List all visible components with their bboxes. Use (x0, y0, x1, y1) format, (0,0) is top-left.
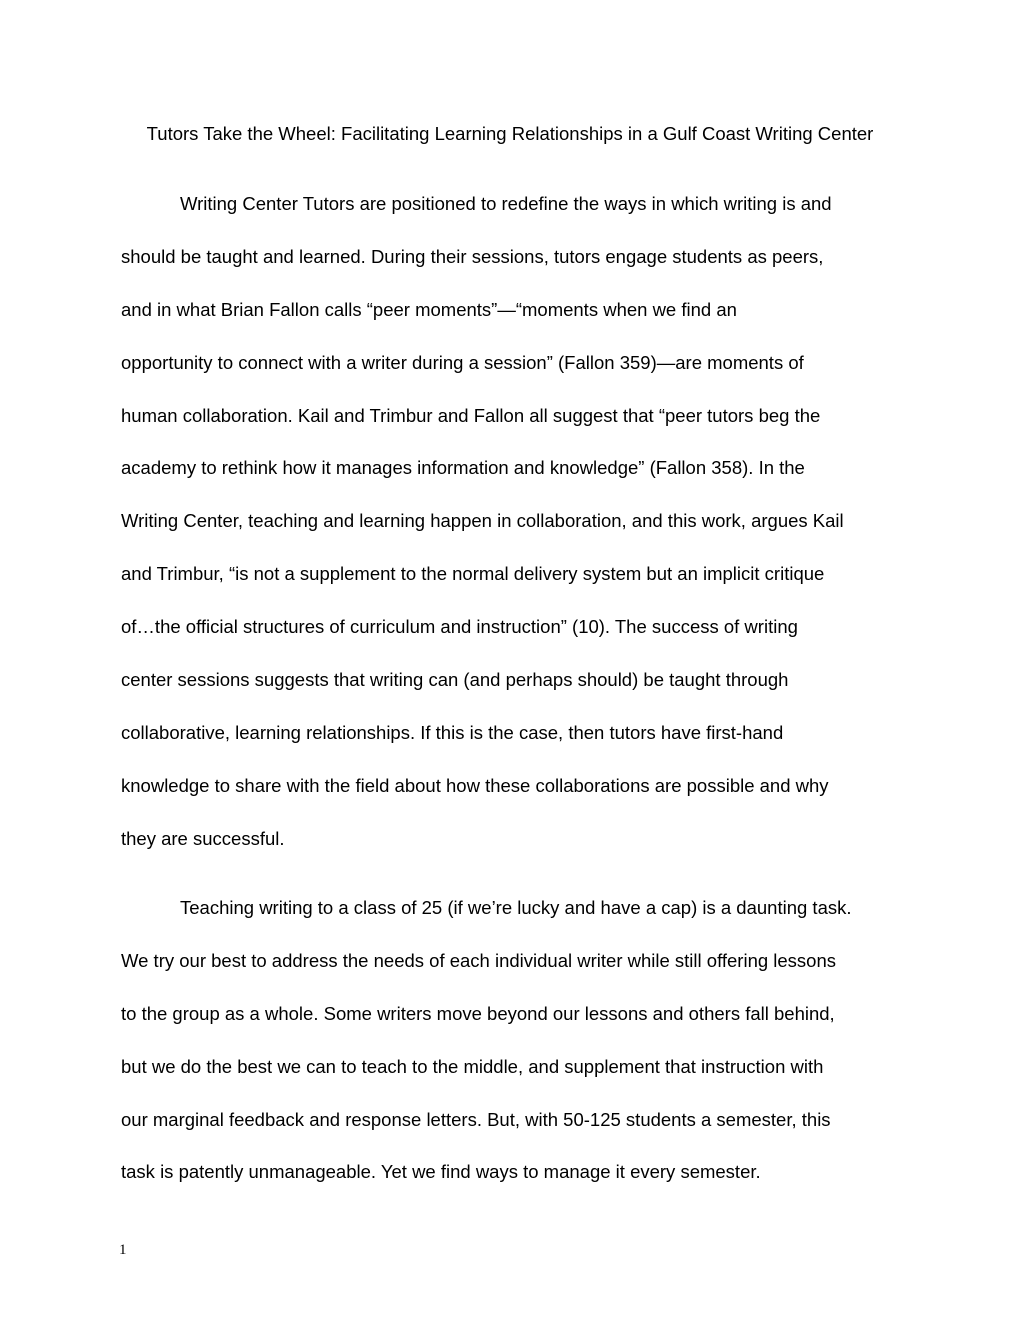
paragraph-line: Teaching writing to a class of 25 (if we’re lucky and have a cap) is a daunting task. (180, 897, 852, 918)
paragraph-line: Writing Center, teaching and learning happen in collaboration, and this work, argues Kail (121, 510, 844, 532)
paragraph-line: and in what Brian Fallon calls “peer moments”—“moments when we find an (121, 298, 737, 320)
paragraph-line: task is patently unmanageable. Yet we find ways to manage it every semester. (121, 1161, 761, 1183)
paragraph-line: should be taught and learned. During their sessions, tutors engage students as peers, (121, 245, 824, 267)
paragraph-line: they are successful. (121, 827, 285, 849)
paragraph-line: opportunity to connect with a writer during a session” (Fallon 359)—are moments of (121, 351, 804, 373)
paragraph-line: of…the official structures of curriculum and instruction” (10). The success of writing (121, 616, 798, 638)
paragraph-1 (121, 178, 903, 866)
document-title: Tutors Take the Wheel: Facilitating Learning Relationships in a Gulf Coast Writing Center (146, 123, 874, 144)
paragraph-line: to the group as a whole. Some writers move beyond our lessons and others fall behind, (121, 1002, 835, 1024)
paragraph-line: knowledge to share with the field about how these collaborations are possible and why (121, 774, 829, 796)
paragraph-2 (121, 882, 903, 1199)
paragraph-line: collaborative, learning relationships. If this is the case, then tutors have first-hand (121, 721, 784, 743)
paragraph-line: academy to rethink how it manages information and knowledge” (Fallon 358). In the (121, 457, 805, 479)
paragraph-line: center sessions suggests that writing can (and perhaps should) be taught through (121, 669, 789, 691)
paragraph-line: and Trimbur, “is not a supplement to the normal delivery system but an implicit critique (121, 563, 825, 585)
paragraph-line: We try our best to address the needs of each individual writer while still offering lessons (121, 949, 837, 971)
paragraph-line: but we do the best we can to teach to the middle, and supplement that instruction with (121, 1055, 824, 1077)
paragraph-line: our marginal feedback and response letters. But, with 50-125 students a semester, this (121, 1108, 831, 1130)
paragraph-line: human collaboration. Kail and Trimbur and Fallon all suggest that “peer tutors beg the (121, 404, 821, 426)
page-number: 1 (119, 1242, 127, 1258)
paragraph-line: Writing Center Tutors are positioned to redefine the ways in which writing is and (180, 193, 832, 214)
